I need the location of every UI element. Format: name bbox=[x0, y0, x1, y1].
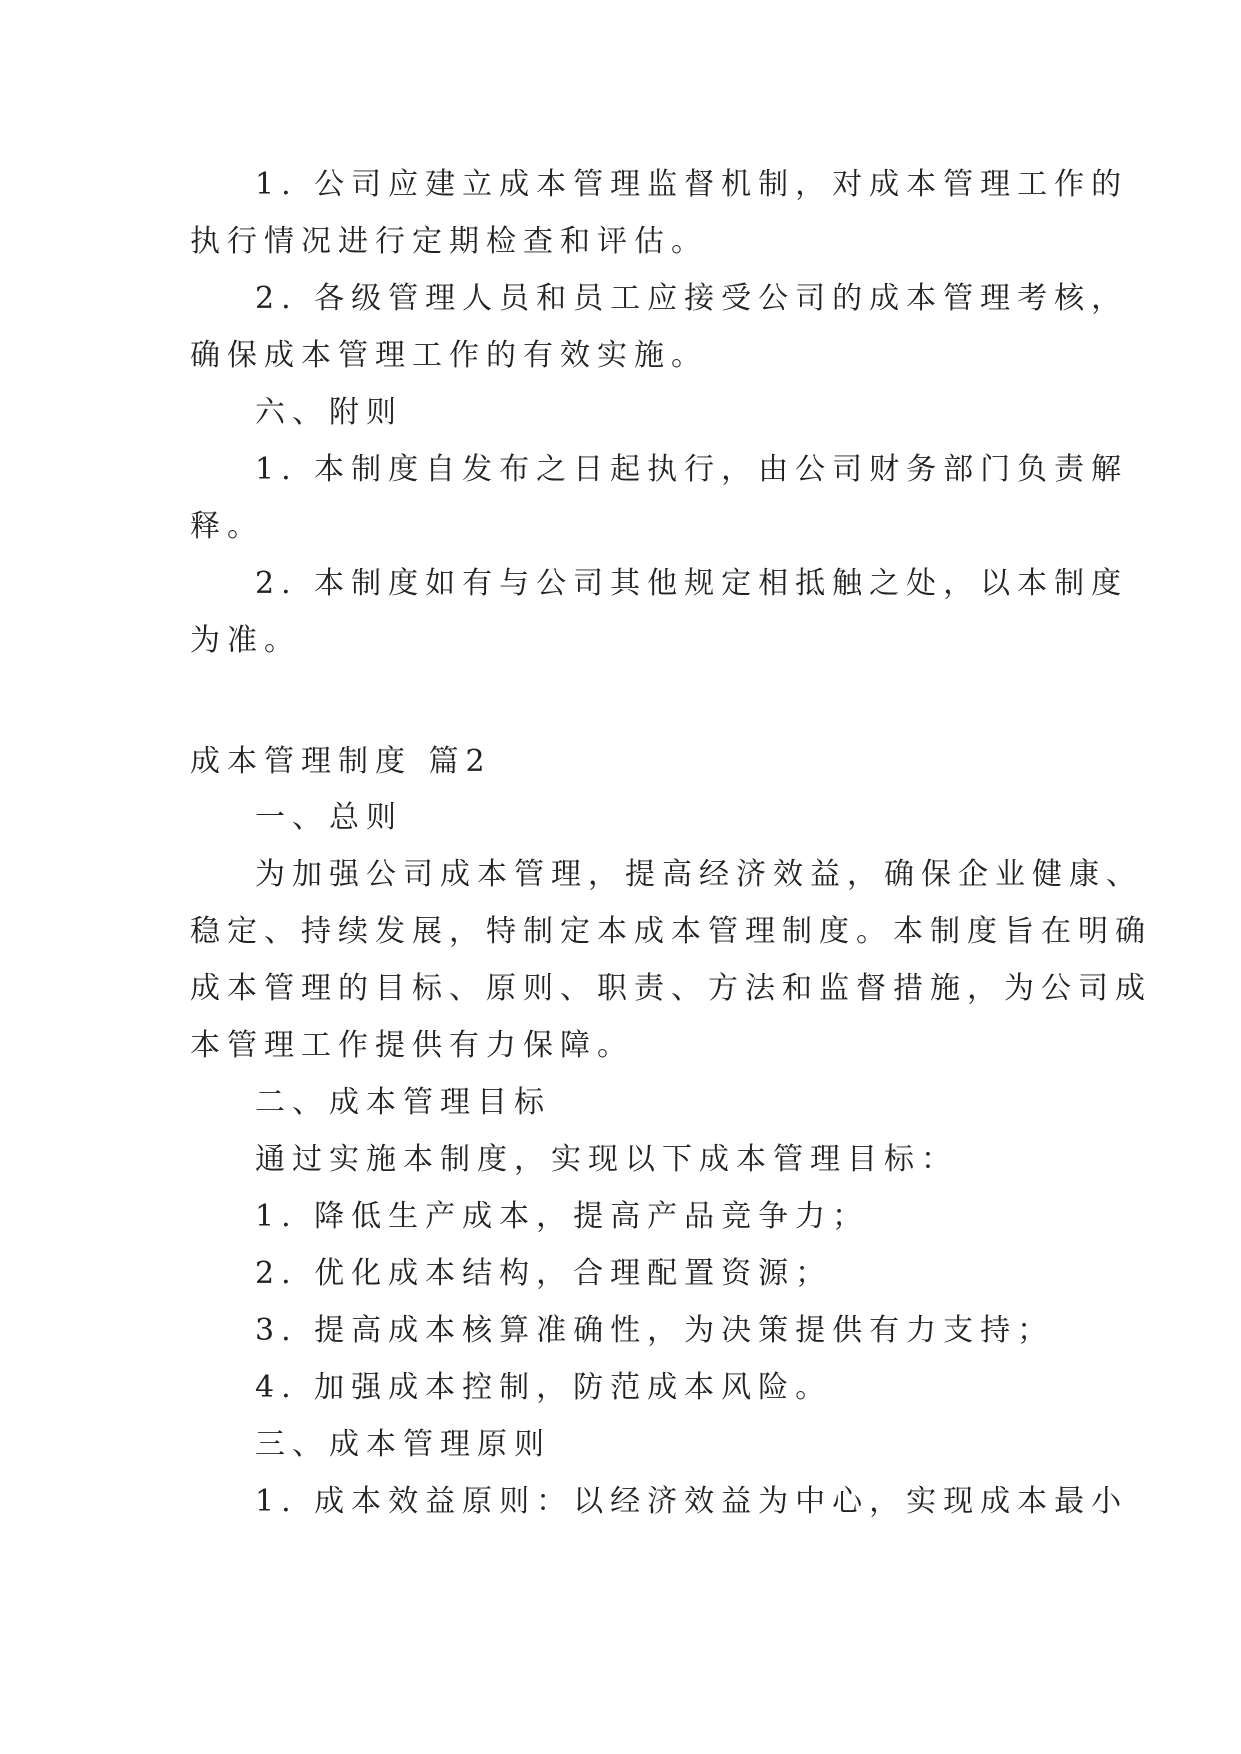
section-heading: 六、附则 bbox=[255, 395, 403, 430]
paragraph-line: 2. 本制度如有与公司其他规定相抵触之处，以本制度 bbox=[255, 566, 1129, 601]
list-item: 1. 降低生产成本，提高产品竞争力； bbox=[255, 1199, 870, 1234]
paragraph-line: 成本管理的目标、原则、职责、方法和监督措施，为公司成 bbox=[190, 971, 1152, 1006]
list-item: 3. 提高成本核算准确性，为决策提供有力支持； bbox=[255, 1313, 1055, 1348]
paragraph-line: 确保成本管理工作的有效实施。 bbox=[190, 338, 708, 373]
paragraph-line: 执行情况进行定期检查和评估。 bbox=[190, 224, 708, 259]
paragraph-line: 稳定、持续发展，特制定本成本管理制度。本制度旨在明确 bbox=[190, 914, 1152, 949]
paragraph-line: 释。 bbox=[190, 509, 264, 544]
list-item: 1. 成本效益原则：以经济效益为中心，实现成本最小 bbox=[255, 1484, 1129, 1519]
paragraph-line: 1. 公司应建立成本管理监督机制，对成本管理工作的 bbox=[255, 167, 1129, 202]
paragraph-line: 2. 各级管理人员和员工应接受公司的成本管理考核， bbox=[255, 281, 1129, 316]
section-heading: 三、成本管理原则 bbox=[255, 1427, 551, 1462]
paragraph-line: 本管理工作提供有力保障。 bbox=[190, 1028, 634, 1063]
paragraph-line: 为加强公司成本管理，提高经济效益，确保企业健康、 bbox=[255, 857, 1143, 892]
section-heading: 一、总则 bbox=[255, 800, 403, 835]
paragraph-line: 通过实施本制度，实现以下成本管理目标： bbox=[255, 1142, 958, 1177]
paragraph-line: 1. 本制度自发布之日起执行，由公司财务部门负责解 bbox=[255, 452, 1129, 487]
list-item: 4. 加强成本控制，防范成本风险。 bbox=[255, 1370, 833, 1405]
paragraph-line: 为准。 bbox=[190, 623, 301, 658]
section-heading: 二、成本管理目标 bbox=[255, 1085, 551, 1120]
list-item: 2. 优化成本结构，合理配置资源； bbox=[255, 1256, 833, 1291]
document-title: 成本管理制度 篇2 bbox=[190, 744, 492, 779]
